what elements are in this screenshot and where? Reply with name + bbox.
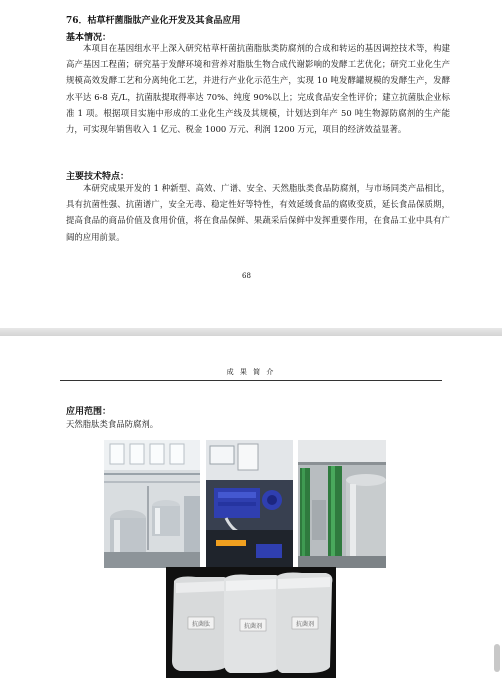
bag-label-1: 抗菌肽 xyxy=(191,621,211,628)
product-bags-photo xyxy=(166,567,336,678)
blue-machinery-photo xyxy=(206,440,293,568)
application-scope-text: 天然脂肽类食品防腐剂。 xyxy=(66,419,159,429)
header-rule xyxy=(60,380,442,381)
factory-tanks-photo xyxy=(104,440,200,568)
document-page-69 xyxy=(0,336,502,682)
project-title: 76．枯草杆菌脂肽产业化开发及其食品应用 xyxy=(66,16,241,26)
scrollbar-thumb[interactable] xyxy=(494,644,500,672)
application-scope-heading: 应用范围： xyxy=(66,407,112,417)
bag-label-2: 抗菌剂 xyxy=(243,623,263,630)
tech-features-heading: 主要技术特点： xyxy=(66,172,130,182)
page-number: 68 xyxy=(242,272,251,280)
bag-label-3: 抗菌剂 xyxy=(295,621,315,628)
green-fermenter-photo xyxy=(298,440,386,568)
basic-info-paragraph: 本项目在基因组水平上深入研究枯草杆菌抗菌脂肽类防腐剂的合成和转运的基因调控技术等，构建高产基因工程菌；研究基于发酵环境和营养对脂肽生物合成代谢影响的发酵工艺优化；研究工业化生产规模高效发酵工艺和分离纯化工艺，并进行产业化示范生产，实现 10 吨发酵罐规模的发酵生产，发酵水平达 6-8 克/L，抗菌肽提取得率达 70%、纯度 90%以上；完成食品安全性评价；建立抗菌肽企业标准 1 项。根据项目实施中形成的工业化生产线及其规模，计划达到年产 50 吨生物源防腐剂的生产能力，可实现年销售收入 1 亿元、税金 1000 万元、利润 1200 万元，项目的经济效益显著。 xyxy=(66,43,450,135)
document-page-68 xyxy=(0,0,502,328)
basic-info-heading: 基本情况： xyxy=(66,33,112,43)
running-header: 成 果 简 介 xyxy=(226,368,276,376)
page-separator xyxy=(0,328,502,336)
tech-features-paragraph: 本研究成果开发的 1 种新型、高效、广谱、安全、天然脂肽类食品防腐剂，与市场同类产品相比，具有抗菌性强、抗菌谱广，安全无毒、稳定性好等特性，有效延缓食品的腐败变质，延长食品保质期，提高食品的商品价值及食用价值，将在食品保鲜、果蔬采后保鲜中发挥重要作用，在食品工业中具有广阔的应用前景。 xyxy=(66,183,450,242)
